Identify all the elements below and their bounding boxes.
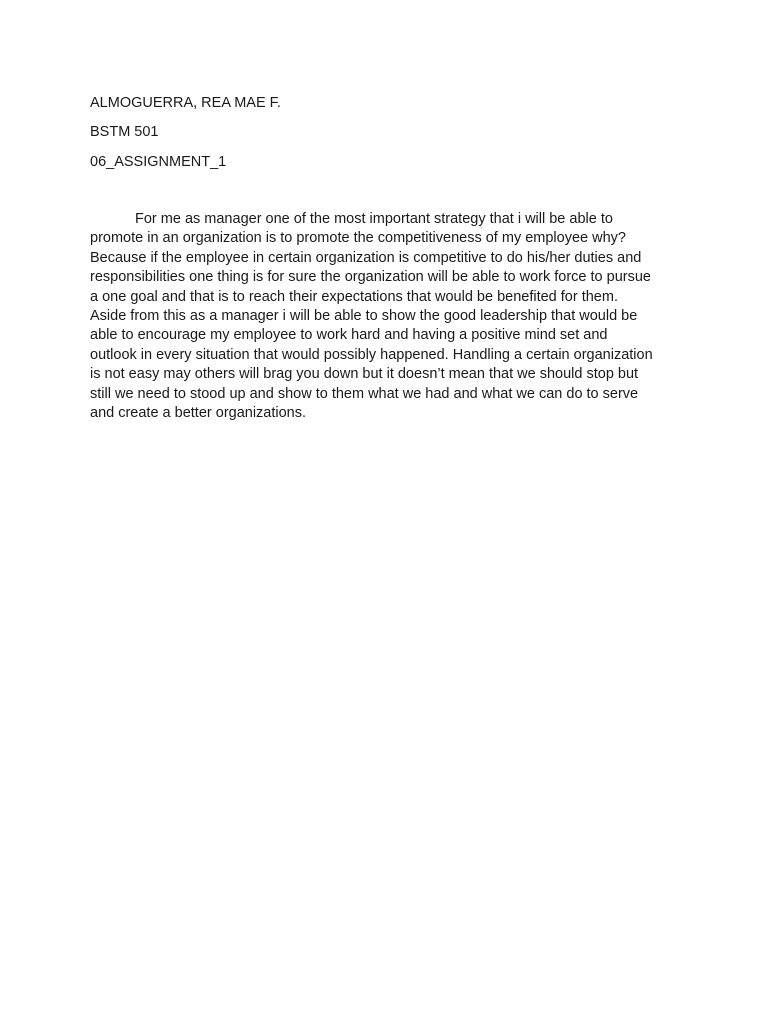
paragraph-line [90,210,690,229]
paragraph-line: and create a better organizations. [90,405,307,422]
paragraph-line: outlook in every situation that would possibly happened. Handling a certain organization [90,346,653,363]
paragraph-line: promote in an organization is to promote the competitiveness of my employee why? [90,230,626,247]
assignment-title: 06_ASSIGNMENT_1 [90,154,227,170]
course-code: BSTM 501 [90,124,159,140]
paragraph-line: a one goal and that is to reach their expectations that would be benefited for them. [90,288,618,305]
essay-paragraph [90,210,690,423]
paragraph-line: Because if the employee in certain organization is competitive to do his/her duties and [90,249,642,266]
paragraph-line: Aside from this as a manager i will be able to show the good leadership that would be [90,308,638,325]
paragraph-line: still we need to stood up and show to them what we had and what we can do to serve [90,385,639,402]
paragraph-line: responsibilities one thing is for sure the organization will be able to work force to pursue [90,269,651,286]
paragraph-line: is not easy may others will brag you down but it doesn’t mean that we should stop but [90,366,639,383]
paragraph-line: able to encourage my employee to work hard and having a positive mind set and [90,327,608,344]
paragraph-line-text: For me as manager one of the most important strategy that i will be able to [135,211,613,227]
student-name: ALMOGUERRA, REA MAE F. [90,95,281,111]
